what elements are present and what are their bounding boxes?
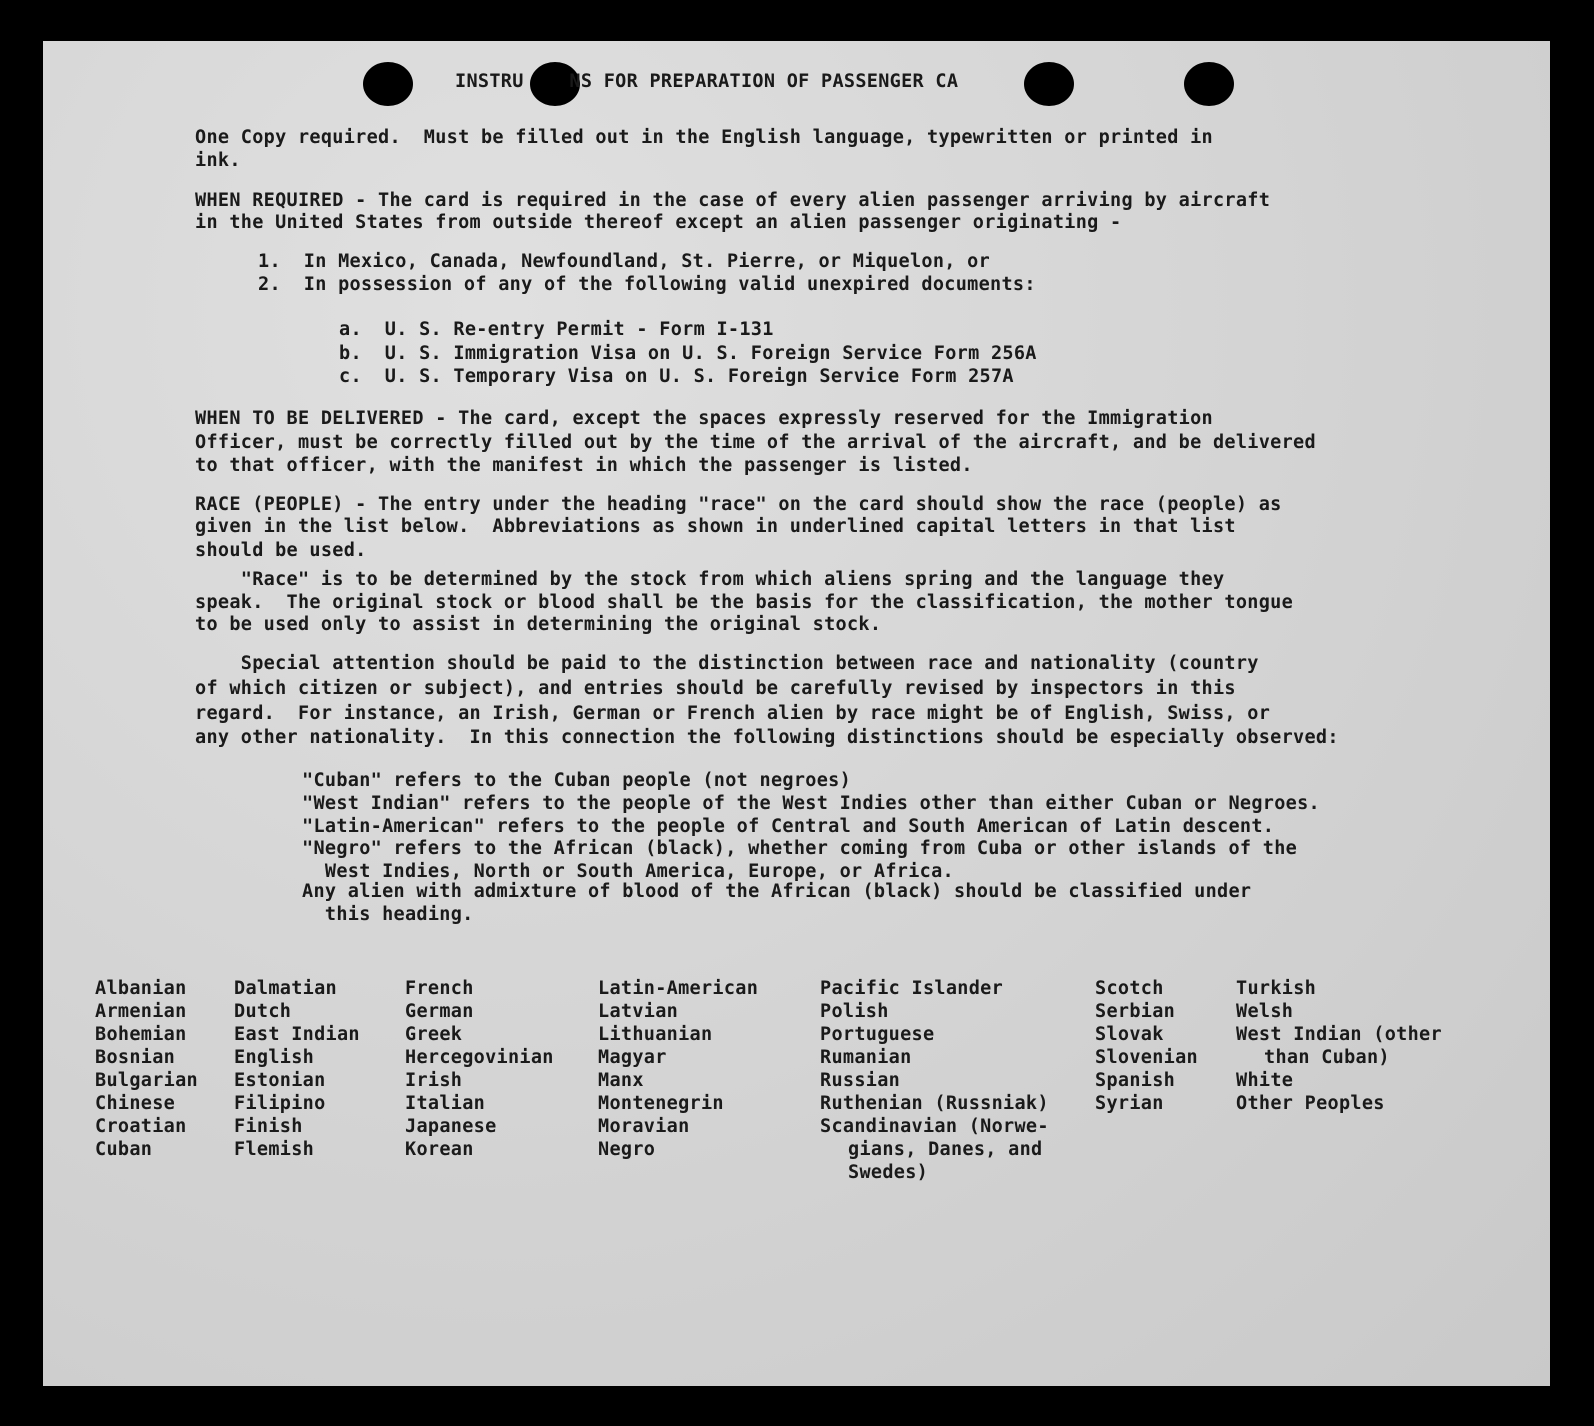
distinction-line: Any alien with admixture of blood of the African (black) should be classified under — [302, 881, 1252, 902]
document-item: b. U. S. Immigration Visa on U. S. Foreign Service Form 256A — [339, 343, 1037, 364]
distinction-line: "West Indian" refers to the people of the West Indies other than either Cuban or Negroes. — [302, 793, 1320, 814]
race-item: Ruthenian (Russniak) — [820, 1093, 1049, 1114]
race-item: Finish — [234, 1116, 303, 1137]
race-item: Rumanian — [820, 1047, 912, 1068]
race-column — [598, 977, 758, 1161]
special-attention-line: regard. For instance, an Irish, German or French alien by race might be of English, Swiss, or — [195, 703, 1271, 724]
intro-line: One Copy required. Must be filled out in the English language, typewritten or printed in — [195, 127, 1213, 148]
race-item: Latvian — [598, 1001, 679, 1022]
exception-item: 1. In Mexico, Canada, Newfoundland, St. Pierre, or Miquelon, or — [258, 251, 991, 272]
race-item: Hercegovinian — [405, 1047, 554, 1068]
document-sheet — [43, 41, 1550, 1386]
race-item: Swedes) — [848, 1162, 929, 1183]
exception-item: 2. In possession of any of the following valid unexpired documents: — [258, 274, 1036, 295]
race-item: Moravian — [598, 1116, 690, 1137]
race-item: Slovenian — [1095, 1047, 1198, 1068]
race-item: Russian — [820, 1070, 901, 1091]
race-item: German — [405, 1001, 474, 1022]
punch-hole — [1184, 62, 1234, 106]
race-column — [95, 977, 198, 1161]
race-item: Montenegrin — [598, 1093, 724, 1114]
when-required-line: WHEN REQUIRED - The card is required in the case of every alien passenger arriving by aircraft — [195, 190, 1271, 211]
race-item: than Cuban) — [1264, 1047, 1390, 1068]
race-column — [234, 977, 360, 1161]
punch-hole — [363, 62, 413, 106]
race-definition-line: "Race" is to be determined by the stock from which aliens spring and the language they — [195, 569, 1225, 590]
race-item: Spanish — [1095, 1070, 1176, 1091]
race-item: Armenian — [95, 1001, 187, 1022]
race-item: Flemish — [234, 1139, 315, 1160]
race-item: Filipino — [234, 1093, 326, 1114]
race-intro-line: given in the list below. Abbreviations as shown in underlined capital letters in that list — [195, 516, 1236, 537]
race-item: Cuban — [95, 1139, 153, 1160]
race-item: East Indian — [234, 1024, 360, 1045]
race-item: Lithuanian — [598, 1024, 713, 1045]
race-item: Latin-American — [598, 978, 759, 999]
race-item: Scotch — [1095, 978, 1164, 999]
race-definition-line: speak. The original stock or blood shall be the basis for the classification, the mother tongue — [195, 592, 1294, 613]
race-intro-line: should be used. — [195, 540, 367, 561]
when-required-line: in the United States from outside thereof except an alien passenger originating - — [195, 212, 1122, 233]
race-item: Dutch — [234, 1001, 292, 1022]
race-item: Magyar — [598, 1047, 667, 1068]
page-title: INSTRU NS FOR PREPARATION OF PASSENGER CA — [455, 71, 959, 92]
race-item: Other Peoples — [1236, 1093, 1385, 1114]
race-item: Manx — [598, 1070, 644, 1091]
race-item: English — [234, 1047, 315, 1068]
distinction-line: "Negro" refers to the African (black), whether coming from Cuba or other islands of the — [302, 838, 1298, 859]
distinction-line: this heading. — [302, 904, 474, 925]
race-item: Estonian — [234, 1070, 326, 1091]
race-item: Negro — [598, 1139, 656, 1160]
punch-hole — [1024, 62, 1074, 106]
race-item: Slovak — [1095, 1024, 1164, 1045]
race-item: Dalmatian — [234, 978, 337, 999]
race-column — [405, 977, 554, 1161]
when-delivered-line: to that officer, with the manifest in which the passenger is listed. — [195, 455, 973, 476]
race-item: Welsh — [1236, 1001, 1294, 1022]
race-item: Bohemian — [95, 1024, 187, 1045]
race-definition-line: to be used only to assist in determining the original stock. — [195, 614, 882, 635]
race-item: Turkish — [1236, 978, 1317, 999]
distinction-line: "Latin-American" refers to the people of Central and South American of Latin descent. — [302, 816, 1275, 837]
when-delivered-line: Officer, must be correctly filled out by the time of the arrival of the aircraft, and be delivered — [195, 432, 1316, 453]
race-item: Japanese — [405, 1116, 497, 1137]
document-item: c. U. S. Temporary Visa on U. S. Foreign Service Form 257A — [339, 366, 1014, 387]
race-item: Pacific Islander — [820, 978, 1004, 999]
race-intro-line: RACE (PEOPLE) - The entry under the heading "race" on the card should show the race (people) as — [195, 494, 1282, 515]
race-item: Italian — [405, 1093, 486, 1114]
race-item: Korean — [405, 1139, 474, 1160]
race-item: Irish — [405, 1070, 463, 1091]
distinction-line: West Indies, North or South America, Europe, or Africa. — [302, 861, 954, 882]
race-item: French — [405, 978, 474, 999]
race-item: Polish — [820, 1001, 889, 1022]
race-item: Croatian — [95, 1116, 187, 1137]
race-item: Greek — [405, 1024, 463, 1045]
race-item: Syrian — [1095, 1093, 1164, 1114]
race-item: White — [1236, 1070, 1294, 1091]
race-item: West Indian (other — [1236, 1024, 1442, 1045]
race-column — [820, 977, 1049, 1184]
race-item: gians, Danes, and — [848, 1139, 1043, 1160]
race-item: Chinese — [95, 1093, 176, 1114]
race-item: Bosnian — [95, 1047, 176, 1068]
race-item: Scandinavian (Norwe- — [820, 1116, 1049, 1137]
race-item: Portuguese — [820, 1024, 935, 1045]
race-column — [1095, 977, 1198, 1115]
when-delivered-line: WHEN TO BE DELIVERED - The card, except the spaces expressly reserved for the Immigration — [195, 408, 1213, 429]
special-attention-line: Special attention should be paid to the distinction between race and nationality (country — [195, 653, 1259, 674]
document-item: a. U. S. Re-entry Permit - Form I-131 — [339, 319, 774, 340]
special-attention-line: any other nationality. In this connection the following distinctions should be especially observed: — [195, 727, 1339, 748]
race-item: Albanian — [95, 978, 187, 999]
intro-line: ink. — [195, 150, 241, 171]
race-item: Serbian — [1095, 1001, 1176, 1022]
distinction-line: "Cuban" refers to the Cuban people (not negroes) — [302, 770, 852, 791]
race-column — [1236, 977, 1442, 1115]
race-item: Bulgarian — [95, 1070, 198, 1091]
special-attention-line: of which citizen or subject), and entries should be carefully revised by inspectors in this — [195, 678, 1236, 699]
